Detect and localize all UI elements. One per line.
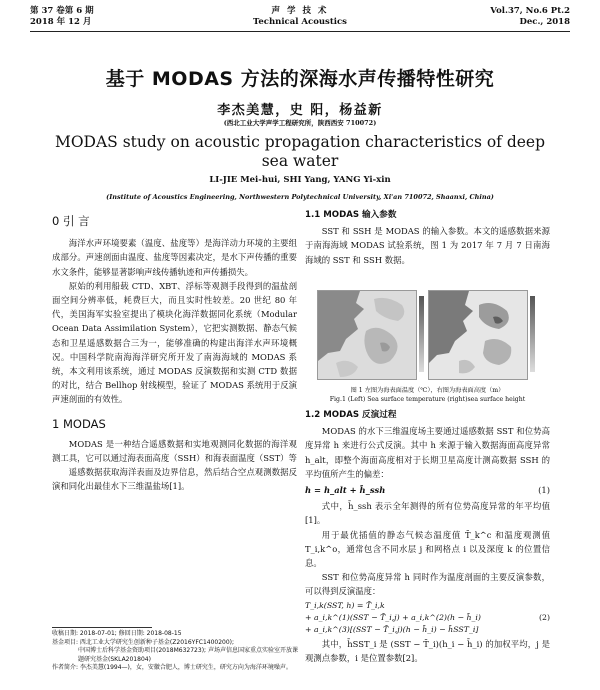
affiliation-cn: (西北工业大学声学工程研究所，陕西西安 710072) (223, 119, 377, 127)
footnote (52, 630, 302, 673)
inversion-paragraph-4: SST 和位势高度异常 h 同时作为温度剖面的主要反演参数，可以得到反演温度： (305, 572, 550, 597)
issue-date-cn: 2018 年 12 月 (30, 17, 92, 27)
equation-2-line-2: + a_i,k^(1)(SST − T̄_i,j) + a_i,k^(2)(h − h̄_i) (305, 612, 481, 622)
equation-1-body: h = h_alt + h̄_ssh (305, 485, 386, 496)
header-rule (30, 31, 570, 32)
equation-1-number: (1) (538, 485, 550, 496)
running-header (30, 6, 570, 32)
sst-colorbar (419, 296, 424, 372)
equation-2 (305, 600, 550, 636)
inversion-paragraph-1: MODAS 的水下三维温度场主要通过遥感数据 SST 和位势高度异常 h 来进行公式反演。其中 h 来源于输入数据海面高度异常 h_alt，即整个海面高度相对于长期卫星高度计测高数据 SSH 的平均值所产生的偏差： (305, 426, 550, 479)
left-column (52, 214, 297, 494)
footnote-fund: 基金项目: 西北工业大学研究生创新种子基金(Z2016YFC1400200); (52, 638, 235, 646)
section-heading-intro: 0 引 言 (52, 214, 90, 228)
ssh-colorbar (530, 296, 535, 372)
equation-1 (305, 483, 550, 497)
journal-name-cn: 声 学 技 术 (271, 6, 329, 16)
footnote-rule (52, 627, 152, 628)
inversion-paragraph-3: 用于最优插值的静态气候态温度值 T̄_k^c 和温度观测值 T_i,k^o，通常包含不同水层 j 和网格点 i 以及深度 k 的位置信息。 (305, 529, 550, 569)
input-params-paragraph: SST 和 SSH 是 MODAS 的输入参数。本文的遥感数据来源于南海海域 MODAS 试验系统，图 1 为 2017 年 7 月 7 日南海海域的 SST 和 SSH 数据。 (305, 226, 550, 265)
subsection-heading-1-2: 1.2 MODAS 反演过程 (305, 410, 397, 420)
figure-1-caption-en: Fig.1 (Left) Sea surface temperature (right)sea surface height (329, 396, 526, 403)
paper-title-cn: 基于 MODAS 方法的深海水声传播特性研究 (105, 68, 495, 90)
sst-map-icon (317, 290, 417, 380)
section-heading-modas: 1 MODAS (52, 416, 106, 431)
footnote-fund-2: 中国博士后科学基金资助项目(2018M632723); 声场声信息国家重点实验室开放课题研究基金(SKLA201804) (78, 647, 298, 663)
equation-2-line-3: + a_i,k^(3)[(SST − T̄_i,j)(h − h̄_i) − h̄SST_i] (305, 624, 479, 634)
volume-issue: 第 37 卷第 6 期 (30, 6, 94, 16)
issue-date-en: Dec., 2018 (519, 17, 570, 27)
figure-1 (305, 290, 550, 382)
right-column-top (305, 208, 550, 267)
authors-en: LI-JIE Mei-hui, SHI Yang, YANG Yi-xin (209, 175, 391, 185)
equation-2-number: (2) (538, 612, 550, 622)
journal-name-en: Technical Acoustics (253, 17, 347, 27)
footnote-author: 作者简介: 李杰美慧(1994—)，女，安徽合肥人，博士研究生，研究方向为海洋环境噪声。 (52, 664, 292, 671)
header-center (30, 6, 570, 28)
authors-cn: 李杰美慧，史 阳，杨益新 (217, 103, 383, 118)
equation-2-line-1: T_i,k(SST, h) = T̄_i,k (305, 600, 385, 610)
paper-title-en: MODAS study on acoustic propagation characteristics of deep sea water (54, 133, 546, 170)
inversion-paragraph-5: 其中，h̄SST_i 是 (SST − T̄_i)(h_i − h̄_i) 的加权平均，j 是观测点参数，i 是位置参数[2]。 (305, 638, 550, 663)
intro-paragraph-1: 海洋水声环境要素（温度、盐度等）是海洋动力环境的主要组成部分。声速剖面由温度、盐度等因素决定，是水下声传播的重要水文条件，能够显著影响声线传播轨迹和声传播损失。 (52, 238, 297, 277)
affiliation-en: (Institute of Acoustics Engineering, Northwestern Polytechnical University, Xi'an 710072, Shaanxi, China) (106, 193, 494, 201)
inversion-paragraph-2: 式中，h̄_ssh 表示全年测得的所有位势高度异常的年平均值[1]。 (305, 501, 550, 526)
volume-issue-en: Vol.37, No.6 Pt.2 (490, 6, 570, 16)
ssh-map-icon (428, 290, 528, 380)
footnote-received: 收稿日期: 2018-07-01; 修回日期: 2018-08-15 (52, 630, 182, 637)
modas-paragraph-1: MODAS 是一种结合遥感数据和实地观测同化数据的海洋观测工具，它可以通过海表面高度（SSH）和海表面温度（SST）等 (52, 438, 297, 464)
subsection-heading-1-1: 1.1 MODAS 输入参数 (305, 210, 397, 220)
right-column-bottom (305, 408, 550, 665)
figure-1-caption (305, 386, 550, 404)
intro-paragraph-2: 原始的利用船载 CTD、XBT、浮标等观测手段得到的温盐剖面空间分辨率低，耗费巨大，而且实时性较差。20 世纪 80 年代，美国海军实验室提出了模块化海洋数据同化系统（Modular Ocean Data Assimilation System），它把实测数据、静态气候态和卫星遥感数据合三为一，能够准确的构建出海洋水声环境概况。中国科学院南海海洋研究所开发了南海海域的 MODAS 系统，本文利用该系统，通过 MODAS 反演数据和实测 CTD 数据的对比，结合 Bellhop 射线模型，验证了 MODAS 系统用于反演声速剖面的有效性。 (52, 280, 297, 405)
modas-paragraph-2: 遥感数据获取海洋表面及边界信息，然后结合空点观测数据反演和同化出最佳水下三维温盐场[1]。 (52, 467, 297, 492)
figure-1-caption-cn: 图 1 左图为海表面温度（℃），右图为海表面高度（m） (350, 387, 505, 394)
header-right (490, 6, 570, 28)
